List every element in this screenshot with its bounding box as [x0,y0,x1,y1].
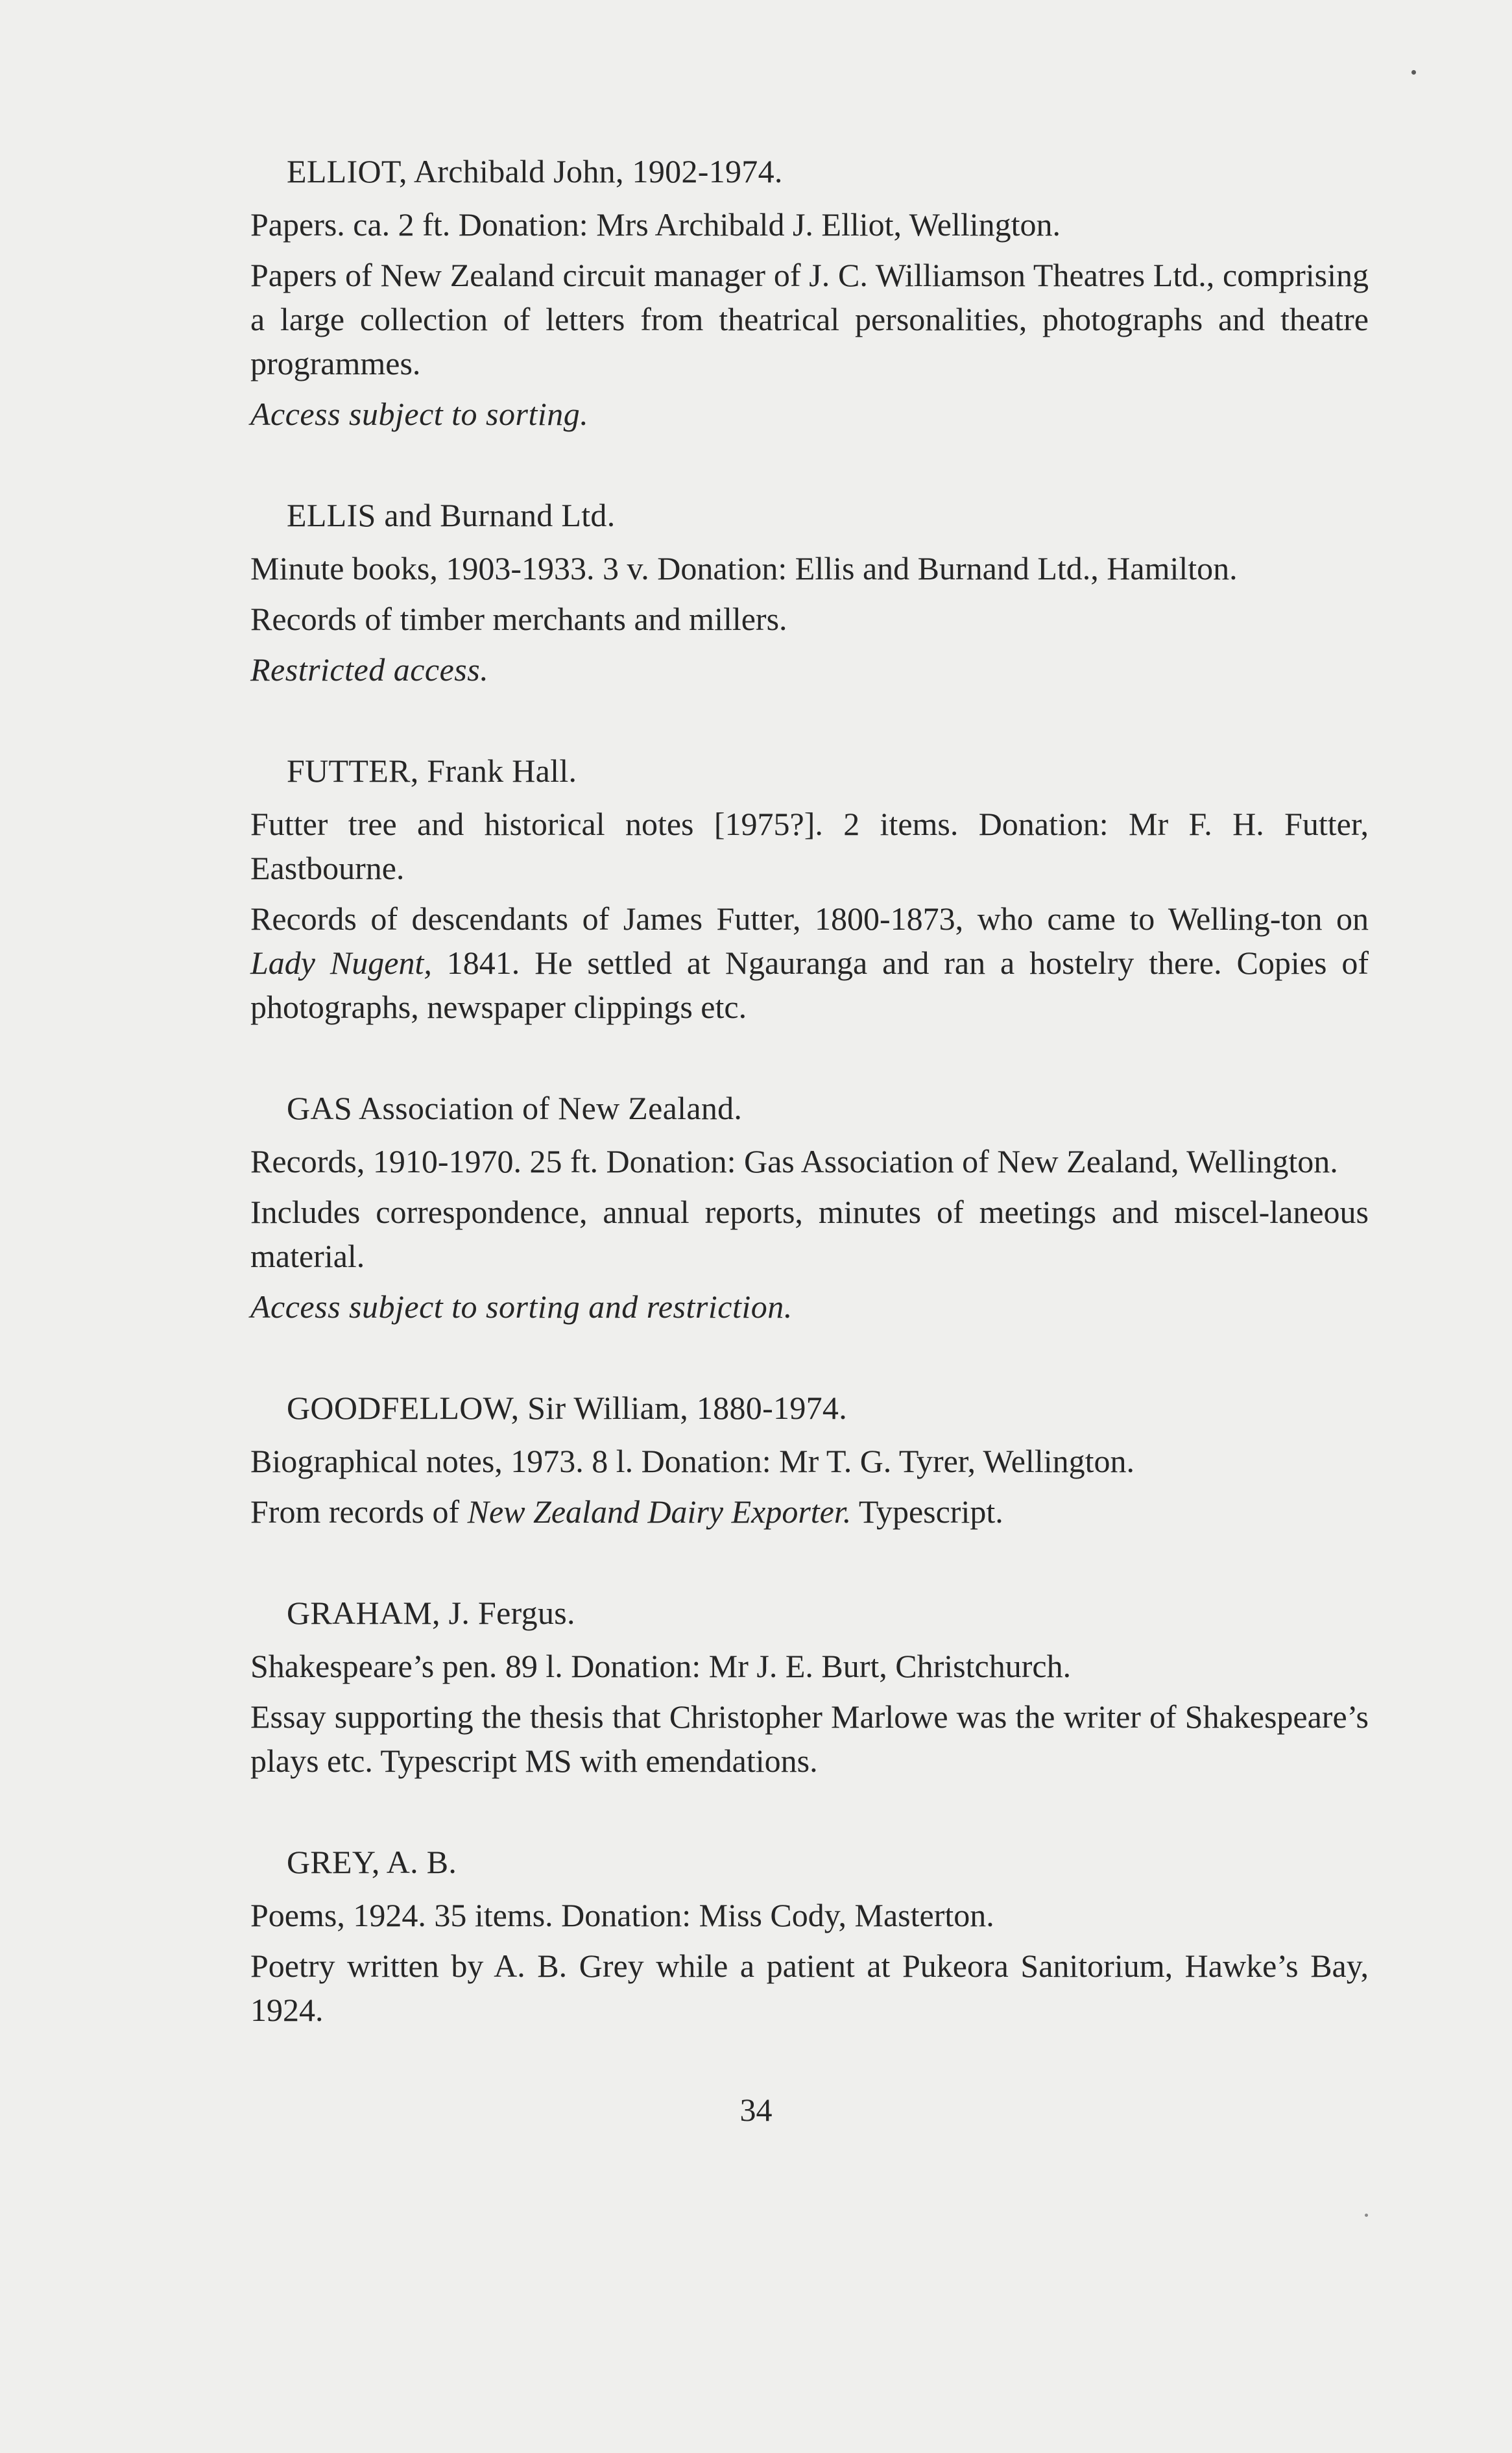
entry-heading: FUTTER, Frank Hall. [287,753,577,789]
catalogue-entry-grey [250,1840,1369,2032]
entry-heading: GREY, A. B. [287,1844,457,1880]
catalogue-entry-gas-association [250,1086,1369,1329]
entry-body-text: Typescript. [851,1493,1003,1530]
entry-heading: GOODFELLOW, Sir William, 1880-1974. [287,1390,848,1426]
entry-body [250,897,1369,1029]
entry-body [250,1490,1369,1534]
catalogue-entry-goodfellow [250,1386,1369,1534]
entry-description: Papers. ca. 2 ft. Donation: Mrs Archibald J. Elliot, Wellington. [250,206,1061,243]
paper-speck [1365,2214,1368,2217]
catalogue-entry-graham [250,1591,1369,1783]
entry-heading: GRAHAM, J. Fergus. [287,1595,575,1631]
entry-description: Records, 1910-1970. 25 ft. Donation: Gas Association of New Zealand, Wellington. [250,1143,1338,1179]
entry-body: Records of timber merchants and millers. [250,601,787,637]
entry-description: Shakespeare’s pen. 89 l. Donation: Mr J. E. Burt, Christchurch. [250,1648,1072,1684]
entry-heading: ELLIOT, Archibald John, 1902-1974. [287,153,783,189]
entry-body: Includes correspondence, annual reports, minutes of meetings and miscel-laneous material. [250,1194,1369,1274]
entry-access-note: Restricted access. [250,651,489,688]
entry-description: Poems, 1924. 35 items. Donation: Miss Cody, Masterton. [250,1897,994,1933]
entry-description: Minute books, 1903-1933. 3 v. Donation: Ellis and Burnand Ltd., Hamilton. [250,550,1238,586]
entry-heading: ELLIS and Burnand Ltd. [287,497,616,533]
entry-description: Biographical notes, 1973. 8 l. Donation: Mr T. G. Tyrer, Wellington. [250,1443,1134,1479]
entry-access-note: Access subject to sorting and restriction. [250,1288,793,1325]
publication-title: New Zealand Dairy Exporter. [467,1493,852,1530]
entry-body: Poetry written by A. B. Grey while a patient at Pukeora Sanitorium, Hawke’s Bay, 1924. [250,1948,1369,2028]
entry-access-note: Access subject to sorting. [250,396,589,432]
ship-name: Lady Nugent, [250,945,432,981]
entry-body-text: Records of descendants of James Futter, 1800-1873, who came to Welling-ton on [250,900,1369,937]
entry-body-text: From records of [250,1493,468,1530]
catalogue-entry-futter [250,749,1369,1029]
entry-body: Papers of New Zealand circuit manager of J. C. Williamson Theatres Ltd., comprising a large collection of letters from theatrical personalities, photographs and theatre programmes. [250,257,1369,381]
entry-heading: GAS Association of New Zealand. [287,1090,743,1126]
entry-body: Essay supporting the thesis that Christopher Marlowe was the writer of Shakespeare’s plays etc. Typescript MS with emendations. [250,1698,1369,1779]
page-number: 34 [739,2092,773,2128]
catalogue-entry-elliot [250,149,1369,436]
catalogue-entries [250,149,1369,2089]
entry-description: Futter tree and historical notes [1975?]. 2 items. Donation: Mr F. H. Futter, Eastbourne. [250,806,1369,886]
catalogue-entry-ellis [250,493,1369,692]
paper-speck [1411,70,1416,75]
entry-body-text: 1841. He settled at Ngauranga and ran a hostelry there. Copies of photographs, newspaper clippings etc. [250,945,1369,1025]
